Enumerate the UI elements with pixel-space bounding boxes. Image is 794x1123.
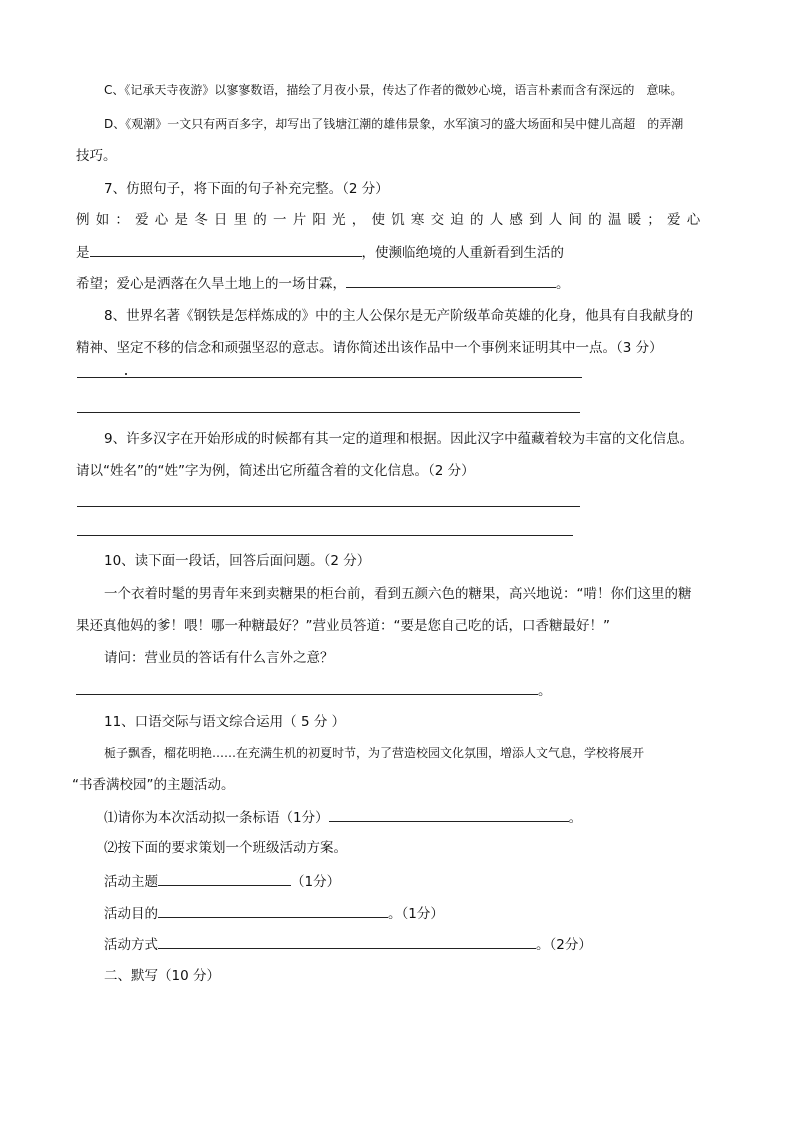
activity-theme-blank[interactable] xyxy=(158,871,291,886)
q11-intro-line1: 栀子飘香，榴花明艳……在充满生机的初夏时节，为了营造校园文化氛围，增添人文气息，学校将展开 xyxy=(104,746,645,760)
activity-purpose-blank[interactable] xyxy=(158,903,388,918)
q10-passage-line2: 果还真他妈的爹！喂！哪一种糖最好？”营业员答道：“要是您自己吃的话，口香糖最好！” xyxy=(76,618,610,634)
q10-answer xyxy=(76,680,552,701)
q8-answer-line-1[interactable] xyxy=(77,377,582,378)
q11-sub2: ⑵按下面的要求策划一个班级活动方案。 xyxy=(104,840,347,856)
activity-purpose-label: 活动目的 xyxy=(104,906,158,922)
activity-theme-row xyxy=(104,871,340,892)
q10-end-mark: 。 xyxy=(538,683,552,699)
q11-sub1-text: ⑴请你为本次活动拟一条标语（1分） xyxy=(104,810,329,826)
section2-title: 二、默写（10 分） xyxy=(104,968,220,984)
q11-intro-line2: “书香满校园”的主题活动。 xyxy=(72,777,235,793)
q7-title: 7、仿照句子，将下面的句子补充完整。（2 分） xyxy=(104,181,389,197)
q9-answer-line-1[interactable] xyxy=(77,506,580,507)
activity-method-blank[interactable] xyxy=(158,934,536,949)
q7-blank-2[interactable] xyxy=(346,273,556,288)
stray-dot xyxy=(125,373,127,375)
activity-method-label: 活动方式 xyxy=(104,937,158,953)
q11-title: 11、口语交际与语文综合运用（ 5 分 ） xyxy=(104,714,346,730)
q7-example: 例如：爱心是冬日里的一片阳光，使饥寒交迫的人感到人间的温暖；爱心 xyxy=(76,212,707,228)
activity-method-row xyxy=(104,934,592,955)
q7-line3-start: 希望；爱心是洒落在久旱土地上的一场甘霖， xyxy=(76,276,346,292)
activity-theme-label: 活动主题 xyxy=(104,874,158,890)
q7-line2 xyxy=(76,242,564,263)
q8-answer-line-2[interactable] xyxy=(77,412,580,413)
q10-answer-line[interactable] xyxy=(76,680,538,695)
q10-title: 10、读下面一段话，回答后面问题。（2 分） xyxy=(104,553,371,569)
q9-line1: 9、许多汉字在开始形成的时候都有其一定的道理和根据。因此汉字中蕴藏着较为丰富的文化信息。 xyxy=(104,431,694,447)
q8-line2: 精神、坚定不移的信念和顽强坚忍的意志。请你简述出该作品中一个事例来证明其中一点。（3 分） xyxy=(76,340,663,356)
q9-answer-line-2[interactable] xyxy=(77,535,573,536)
q7-line3-end: 。 xyxy=(556,276,570,292)
q11-sub1 xyxy=(104,807,582,828)
option-d-line1: D、《观潮》一文只有两百多字，却写出了钱塘江潮的雄伟景象，水军演习的盛大场面和吴中健儿高超 的弄潮 xyxy=(104,117,684,131)
activity-theme-score: （1分） xyxy=(291,874,341,890)
option-c: C、《记承天寺夜游》以寥寥数语，描绘了月夜小景，传达了作者的微妙心境，语言朴素而含有深远的 意味。 xyxy=(104,83,683,97)
q11-sub1-end: 。 xyxy=(568,810,583,826)
q8-line1: 8、世界名著《钢铁是怎样炼成的》中的主人公保尔是无产阶级革命英雄的化身，他具有自我献身的 xyxy=(104,308,694,324)
q7-line2-end: ，使濒临绝境的人重新看到生活的 xyxy=(361,245,564,261)
q10-passage-line1: 一个衣着时髦的男青年来到卖糖果的柜台前，看到五颜六色的糖果，高兴地说：“啃！你们这里的糖 xyxy=(104,586,692,602)
slogan-blank[interactable] xyxy=(329,807,569,822)
q10-question: 请问：营业员的答话有什么言外之意？ xyxy=(104,650,334,666)
q7-blank-1[interactable] xyxy=(90,242,362,257)
activity-method-score: 。（2分） xyxy=(536,937,592,953)
option-d-line2: 技巧。 xyxy=(76,148,117,164)
q7-line2-start: 是 xyxy=(76,245,90,261)
q9-line2: 请以“姓名”的“姓”字为例，简述出它所蕴含着的文化信息。（2 分） xyxy=(76,463,475,479)
q7-line3 xyxy=(76,273,570,294)
activity-purpose-score: 。（1分） xyxy=(388,906,444,922)
activity-purpose-row xyxy=(104,903,444,924)
